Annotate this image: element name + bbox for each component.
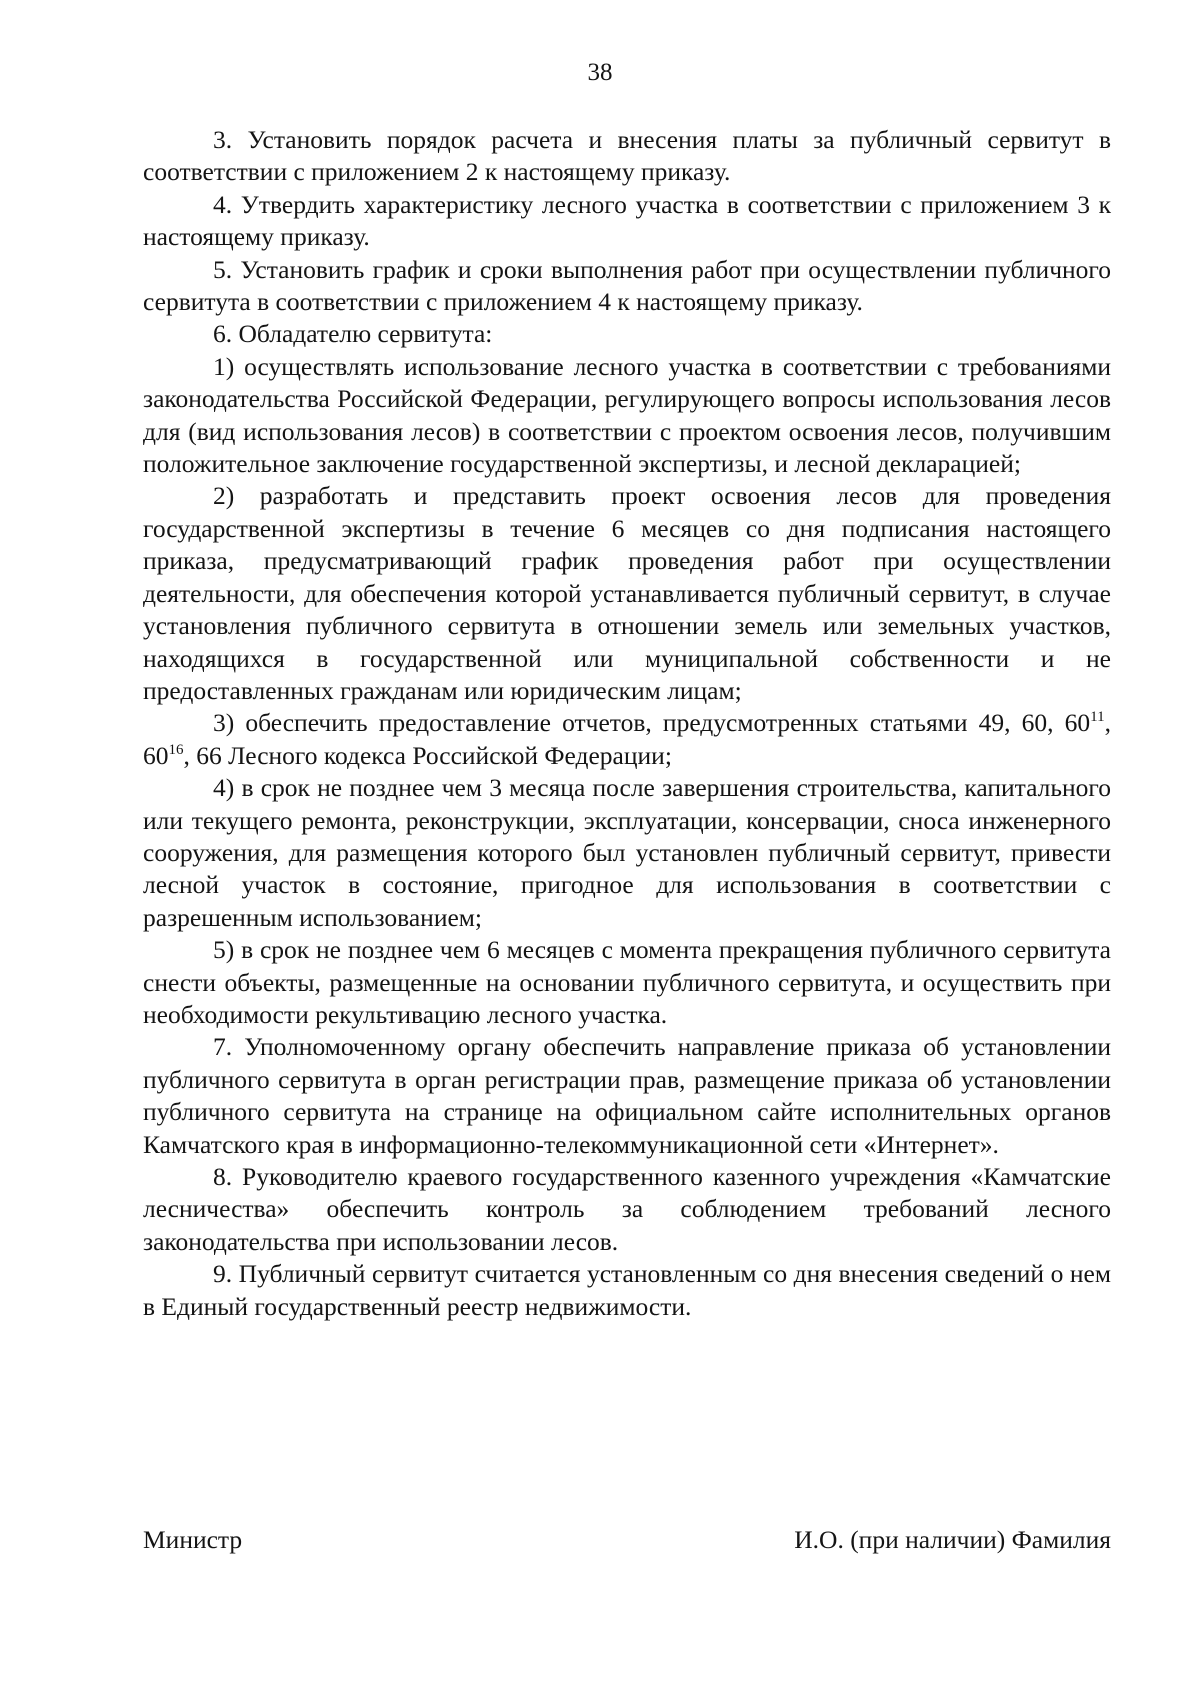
paragraph-item-5: 5. Установить график и сроки выполнения работ при осуществлении публичного сервитута в соответствии с приложением 4 к настоящему приказу.	[143, 254, 1111, 317]
signatory-position: Министр	[143, 1525, 243, 1554]
order-body	[143, 124, 1111, 1323]
subparagraph-6-4: 4) в срок не позднее чем 3 месяца после завершения строительства, капитального или текущего ремонта, реконструкции, эксплуатации, консервации, сноса инженерного сооружения, для размещения которого был установлен публичный сервитут, привести лесной участок в состояние, пригодное для использования в соответствии с разрешенным использованием;	[143, 773, 1111, 932]
paragraph-item-3: 3. Установить порядок расчета и внесения платы за публичный сервитут в соответствии с приложением 2 к настоящему приказу.	[143, 125, 1111, 187]
subparagraph-6-5: 5) в срок не позднее чем 6 месяцев с момента прекращения публичного сервитута снести объекты, размещенные на основании публичного сервитута, и осуществить при необходимости рекультивацию лесного участка.	[143, 935, 1111, 1029]
signatory-name: И.О. (при наличии) Фамилия	[794, 1525, 1111, 1554]
subparagraph-6-3-text-b: , 60	[143, 708, 1111, 770]
paragraph-item-9: 9. Публичный сервитут считается установленным со дня внесения сведений о нем в Единый государственный реестр недвижимости.	[143, 1259, 1111, 1321]
subparagraph-6-3-text-a: 3) обеспечить предоставление отчетов, предусмотренных статьями 49, 60, 60	[213, 708, 1091, 738]
superscript-11: 11	[1090, 709, 1105, 726]
subparagraph-6-2: 2) разработать и представить проект освоения лесов для проведения государственной экспертизы в течение 6 месяцев со дня подписания настоящего приказа, предусматривающий график проведения работ при осуществлении деятельности, для обеспечения которой устанавливается публичный сервитут, в случае установления публичного сервитута в отношении земель или земельных участков, находящихся в государственной или муниципальной собственности и не предоставленных гражданам или юридическим лицам;	[143, 481, 1111, 705]
subparagraph-6-3-text-c: , 66 Лесного кодекса Российской Федерации;	[183, 740, 672, 770]
superscript-16: 16	[168, 741, 184, 758]
paragraph-item-8: 8. Руководителю краевого государственного казенного учреждения «Камчатские лесничества» обеспечить контроль за соблюдением требований лесного законодательства при использовании лесов.	[143, 1162, 1111, 1256]
subparagraph-6-1: 1) осуществлять использование лесного участка в соответствии с требованиями законодательства Российской Федерации, регулирующего вопросы использования лесов для (вид использования лесов) в соответствии с проектом освоения лесов, получившим положительное заключение государственной экспертизы, и лесной декларацией;	[143, 351, 1111, 479]
paragraph-item-4: 4. Утвердить характеристику лесного участка в соответствии с приложением 3 к настоящему приказу.	[143, 189, 1111, 252]
subparagraph-6-3	[143, 707, 1111, 772]
paragraph-item-7: 7. Уполномоченному органу обеспечить направление приказа об установлении публичного сервитута в орган регистрации прав, размещение приказа об установлении публичного сервитута на странице на официальном сайте исполнительных органов Камчатского края в информационно-телекоммуникационной сети «Интернет».	[143, 1032, 1111, 1159]
paragraph-item-6: 6. Обладателю сервитута:	[213, 319, 493, 349]
page-number: 38	[587, 59, 613, 86]
